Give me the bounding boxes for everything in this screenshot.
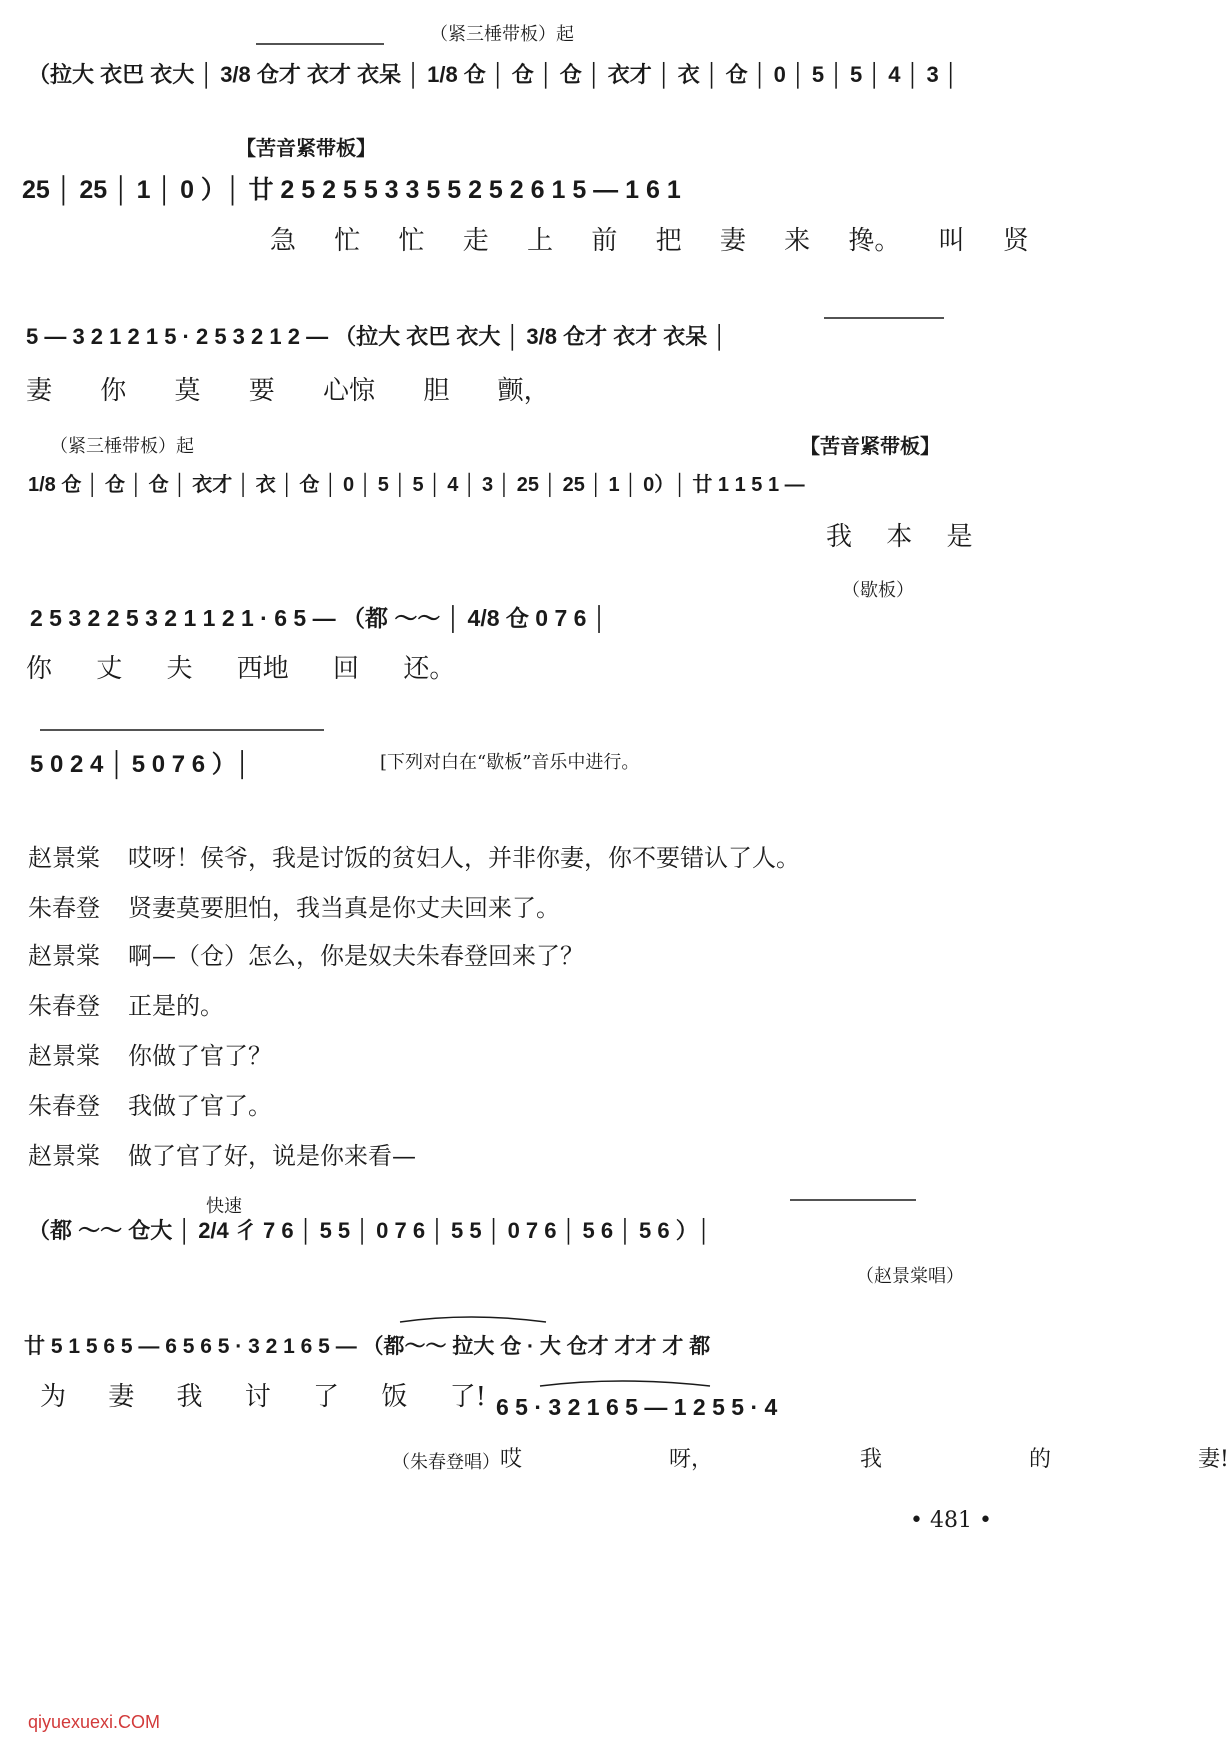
dialogue-text: 贤妻莫要胆怕，我当真是你丈夫回来了。 (128, 894, 560, 922)
lyric-line: 我 本 是 (826, 522, 973, 552)
notation-line: 廿 5 1 5 6 5 — 6 5 6 5 · 3 2 1 6 5 — （都～～ 拉大 仓 · 大 仓才 才才 才 都 (24, 1335, 711, 1358)
notation-line: 25 │ 25 │ 1 │ 0 ）│ 廿 2 5 2 5 5 3 3 5 5 2 5 2 6 1 5 — 1 6 1 (22, 176, 681, 204)
notation-line: 5 0 2 4 │ 5 0 7 6 ）│ (30, 751, 251, 778)
dialogue-text: 我做了官了。 (128, 1092, 272, 1120)
notation-line: （拉大 衣巴 衣大 │ 3/8 仓才 衣才 衣呆 │ 1/8 仓 │ 仓 │ 仓 │ 衣才 │ 衣 │ 仓 │ 0 │ 5 │ 5 │ 4 │ 3 │ (28, 62, 959, 87)
speaker-name: 朱春登 (28, 1092, 100, 1120)
lyric-line: 你 丈 夫 西地 回 还。 (26, 654, 456, 684)
section-annotation: （紧三棰带板）起 (430, 24, 574, 45)
notation-line: 5 — 3 2 1 2 1 5 · 2 5 3 2 1 2 — （拉大 衣巴 衣大 │ 3/8 仓才 衣才 衣呆 │ (26, 324, 728, 349)
speaker-name: 赵景棠 (28, 1142, 100, 1170)
notation-line: 6 5 · 3 2 1 6 5 — 1 2 5 5 · 4 (496, 1394, 778, 1420)
watermark: qiyuexuexi.COM (28, 1712, 161, 1732)
speaker-name: 赵景棠 (28, 942, 100, 970)
speaker-name: 朱春登 (28, 992, 100, 1020)
lyric-line: 为 妻 我 讨 了 饭 了! (40, 1382, 487, 1412)
section-annotation: （歇板） (842, 580, 914, 601)
notation-line: （都 ～～ 仓大 │ 2/4 彳 7 6 │ 5 5 │ 0 7 6 │ 5 5 │ 0 7 6 │ 5 6 │ 5 6 ）│ (28, 1218, 712, 1243)
speaker-name: 赵景棠 (28, 844, 100, 872)
dialogue-text: 你做了官了？ (128, 1042, 272, 1070)
dialogue-text: 正是的。 (128, 992, 224, 1020)
section-mark: 【苦音紧带板】 (800, 434, 940, 458)
singer-label: （赵景棠唱） (856, 1266, 964, 1287)
lyric-line: 急 忙 忙 走 上 前 把 妻 来 搀。 叫 贤 (270, 226, 1029, 256)
lyric-line: 哎 呀， 我 的 妻! (500, 1447, 1229, 1472)
section-annotation: （紧三棰带板）起 (50, 436, 194, 457)
dialogue-text: 做了官了好，说是你来看— (128, 1142, 416, 1170)
notation-line: 2 5 3 2 2 5 3 2 1 1 2 1 · 6 5 — （都 ～～ │ 4/8 仓 0 7 6 │ (30, 605, 608, 631)
dialogue-text: 啊—（仓）怎么，你是奴夫朱春登回来了？ (128, 942, 584, 970)
notation-line: 1/8 仓 │ 仓 │ 仓 │ 衣才 │ 衣 │ 仓 │ 0 │ 5 │ 5 │ 4 │ 3 │ 25 │ 25 │ 1 │ 0）│ 廿 1 1 5 1 — (28, 474, 805, 496)
lyric-line: 妻 你 莫 要 心惊 胆 颤， (26, 376, 550, 406)
page-number: • 481 • (910, 1508, 992, 1533)
performance-note: [下列对白在“歇板”音乐中进行。 (380, 752, 640, 773)
section-mark: 【苦音紧带板】 (236, 136, 376, 160)
speaker-name: 朱春登 (28, 894, 100, 922)
tempo-mark: 快速 (206, 1196, 242, 1217)
dialogue-text: 哎呀！侯爷，我是讨饭的贫妇人，并非你妻，你不要错认了人。 (128, 844, 800, 872)
singer-label: （朱春登唱） (392, 1452, 500, 1473)
speaker-name: 赵景棠 (28, 1042, 100, 1070)
